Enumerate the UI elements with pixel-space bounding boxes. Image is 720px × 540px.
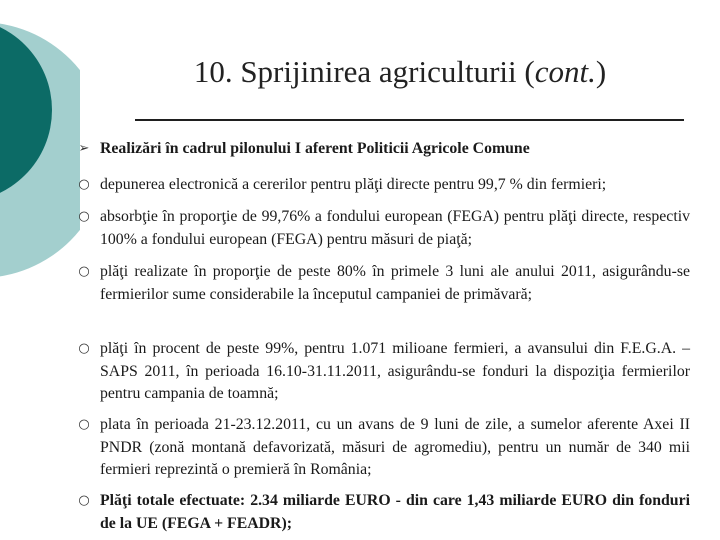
bullet-text: Realizări în cadrul pilonului I aferent Politicii Agricole Comune <box>100 140 530 157</box>
arrow-bullet-icon: ➢ <box>78 141 90 156</box>
bullet-text: Plăţi totale efectuate: 2.34 miliarde EURO - din care 1,43 miliarde EURO din fonduri de la UE (FEGA + FEADR); <box>100 492 690 532</box>
bullet-text: absorbţie în proporţie de 99,76% a fondului european (FEGA) pentru plăţi directe, respectiv 100% a fondului european (FEGA) pentru măsuri de piaţă; <box>100 208 690 248</box>
circle-bullet-icon: ○ <box>78 341 90 356</box>
title-end: ) <box>595 54 607 89</box>
title-main: 10. Sprijinirea agriculturii ( <box>193 54 535 89</box>
bullet-text: plata în perioada 21-23.12.2011, cu un avans de 9 luni de zile, a sumelor aferente Axei II PNDR (zonă montană defavorizată, măsuri de agromediu), pentru un număr de 340 mii fermieri reprezintă o premieră în România; <box>100 416 690 478</box>
bullet-text: plăţi în procent de peste 99%, pentru 1.071 milioane fermieri, a avansului din F.E.G.A. – SAPS 2011, în perioada 16.10-31.11.2011, asigurându-se fonduri la dispoziţia fermierilor pentru campania de toamnă; <box>100 340 690 402</box>
bullet-text: plăţi realizate în proporţie de peste 80% în primele 3 luni ale anului 2011, asigurându-se fermierilor sume considerabile la începutul campaniei de primăvară; <box>100 263 690 303</box>
bullet-text: depunerea electronică a cererilor pentru plăţi directe pentru 99,7 % din fermieri; <box>100 176 607 193</box>
circle-bullet-icon: ○ <box>78 264 90 279</box>
circle-bullet-icon: ○ <box>78 493 90 508</box>
title-italic: cont. <box>534 54 596 89</box>
circle-bullet-icon: ○ <box>78 417 90 432</box>
circle-bullet-icon: ○ <box>78 177 90 192</box>
circle-bullet-icon: ○ <box>78 209 90 224</box>
